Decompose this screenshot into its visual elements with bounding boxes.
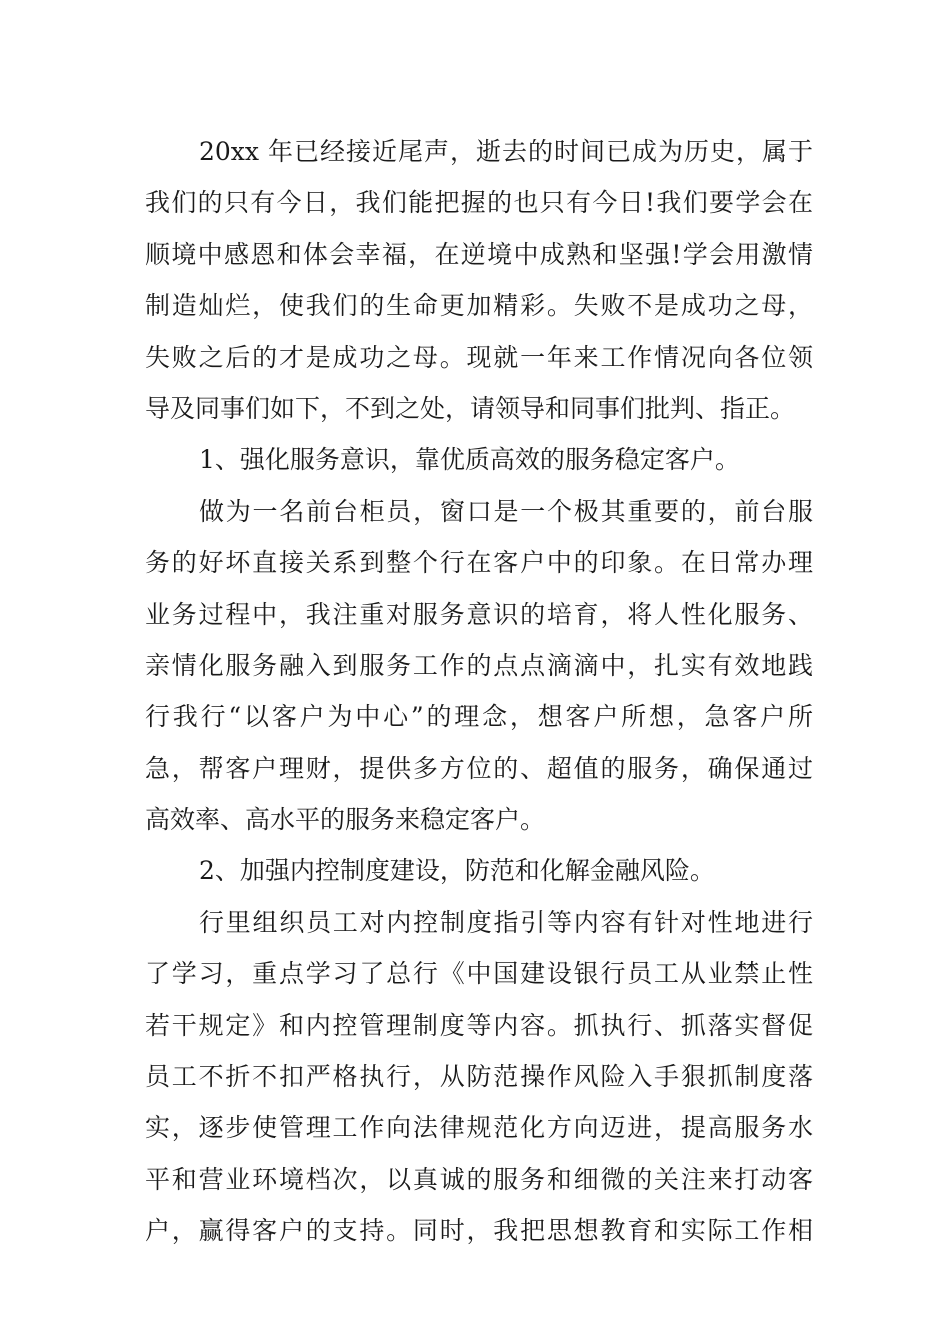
section-heading-1: 1、强化服务意识，靠优质高效的服务稳定客户。 xyxy=(199,445,740,475)
paragraph-2-line-2: 务的好坏直接关系到整个行在客户中的印象。在日常办理 xyxy=(145,548,813,578)
paragraph-2-line-3: 业务过程中，我注重对服务意识的培育，将人性化服务、 xyxy=(145,599,813,629)
paragraph-2-line-1: 做为一名前台柜员，窗口是一个极其重要的，前台服 xyxy=(199,496,813,526)
paragraph-3-line-5: 实，逐步使管理工作向法律规范化方向迈进，提高服务水 xyxy=(145,1113,813,1143)
paragraph-3-line-7: 户，赢得客户的支持。同时，我把思想教育和实际工作相 xyxy=(145,1216,813,1246)
paragraph-2-line-4: 亲情化服务融入到服务工作的点点滴滴中，扎实有效地践 xyxy=(145,650,813,680)
paragraph-2-line-7: 高效率、高水平的服务来稳定客户。 xyxy=(145,805,546,835)
paragraph-3-line-1: 行里组织员工对内控制度指引等内容有针对性地进行 xyxy=(199,907,813,937)
paragraph-3-line-2: 了学习，重点学习了总行《中国建设银行员工从业禁止性 xyxy=(145,959,813,989)
paragraph-1-line-2: 我们的只有今日，我们能把握的也只有今日!我们要学会在 xyxy=(145,188,813,218)
paragraph-1-line-5: 失败之后的才是成功之母。现就一年来工作情况向各位领 xyxy=(145,342,813,372)
paragraph-1-line-6: 导及同事们如下，不到之处，请领导和同事们批判、指正。 xyxy=(145,393,796,423)
paragraph-1-line-3: 顺境中感恩和体会幸福，在逆境中成熟和坚强!学会用激情 xyxy=(145,239,813,269)
document-body xyxy=(145,126,813,1257)
paragraph-3-line-4: 员工不折不扣严格执行，从防范操作风险入手狠抓制度落 xyxy=(145,1062,813,1092)
paragraph-2-line-5: 行我行“以客户为中心”的理念，想客户所想，急客户所 xyxy=(145,702,813,732)
paragraph-3-line-6: 平和营业环境档次，以真诚的服务和细微的关注来打动客 xyxy=(145,1164,813,1194)
paragraph-1-line-4: 制造灿烂，使我们的生命更加精彩。失败不是成功之母， xyxy=(145,291,813,321)
paragraph-2-line-6: 急，帮客户理财，提供多方位的、超值的服务，确保通过 xyxy=(145,753,813,783)
section-heading-2: 2、加强内控制度建设，防范和化解金融风险。 xyxy=(199,856,715,886)
paragraph-1-line-1: 20xx 年已经接近尾声，逝去的时间已成为历史，属于 xyxy=(199,137,813,166)
paragraph-3-line-3: 若干规定》和内控管理制度等内容。抓执行、抓落实督促 xyxy=(145,1010,813,1040)
